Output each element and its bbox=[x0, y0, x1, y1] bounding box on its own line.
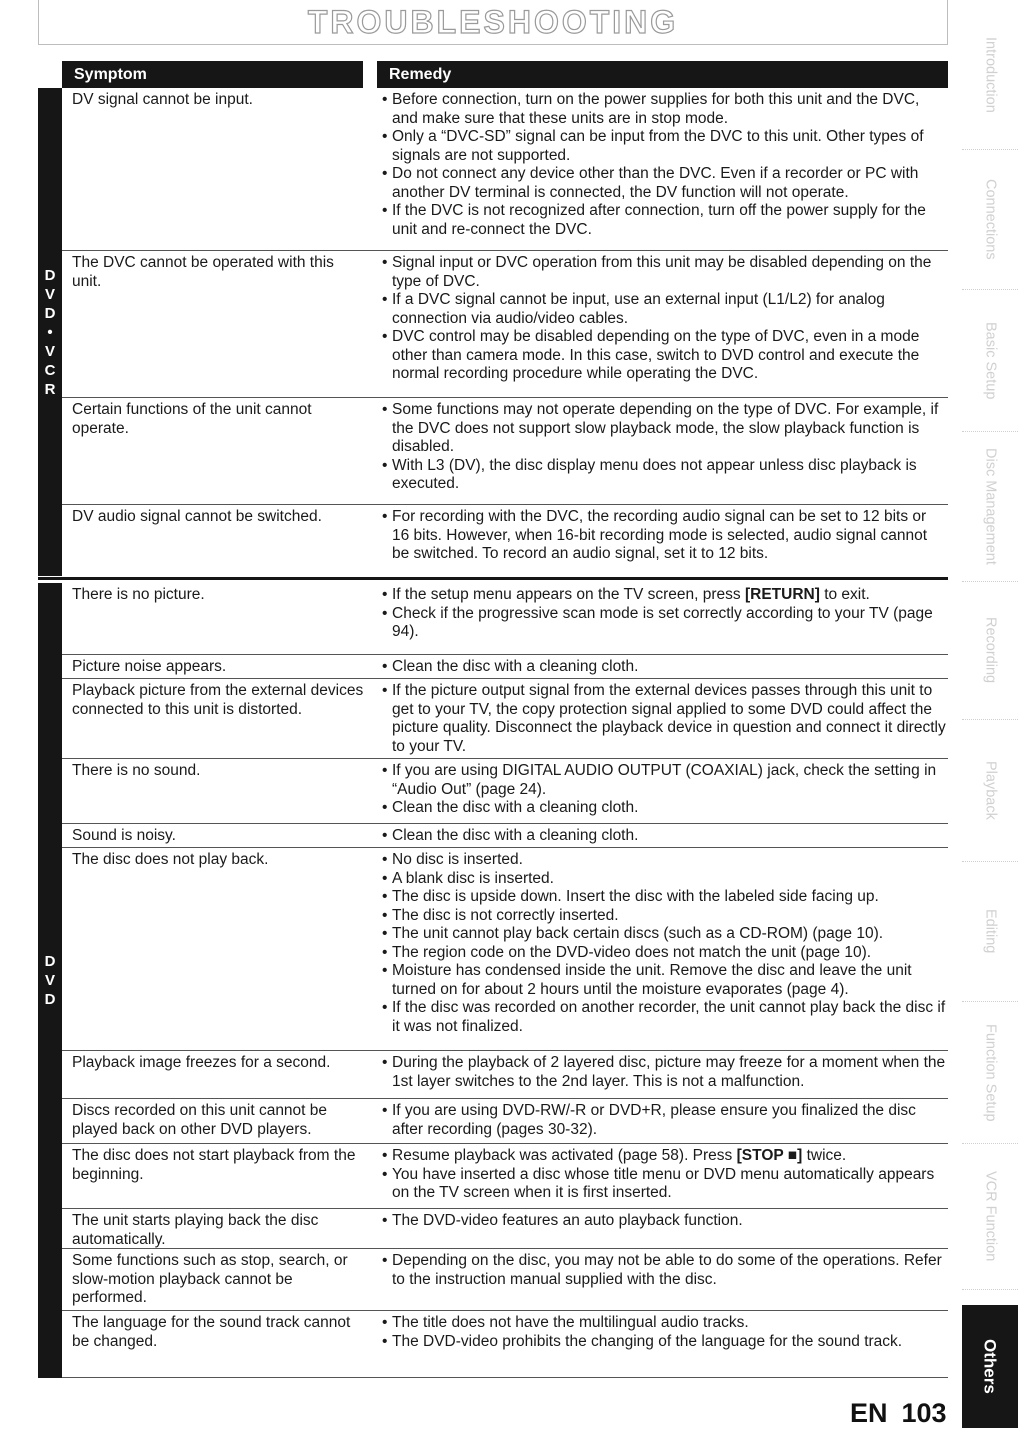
remedy-list bbox=[382, 1252, 947, 1289]
table-row bbox=[62, 655, 948, 679]
symptom-text: Picture noise appears. bbox=[72, 658, 227, 675]
remedy-item: • If the setup menu appears on the TV screen, press [RETURN] to exit. bbox=[382, 586, 947, 605]
remedy-list bbox=[382, 658, 947, 677]
remedy-item: • With L3 (DV), the disc display menu does not appear unless disc playback is executed. bbox=[382, 457, 947, 494]
section-label-char: R bbox=[44, 380, 56, 398]
remedy-item: • Some functions may not operate depending on the type of DVC. For example, if the DVC does not support slow playback mode, the slow playback function is disabled. bbox=[382, 401, 947, 457]
side-tab-label: Disc Management bbox=[982, 448, 999, 565]
remedy-list bbox=[382, 254, 947, 384]
remedy-item: • Clean the disc with a cleaning cloth. bbox=[382, 827, 947, 846]
remedy-item: • Depending on the disc, you may not be able to do some of the operations. Refer to the instruction manual supplied with the disc. bbox=[382, 1252, 947, 1289]
remedy-item: • The DVD-video prohibits the changing of the language for the sound track. bbox=[382, 1333, 947, 1352]
table-row bbox=[62, 583, 948, 655]
symptom-text: Discs recorded on this unit cannot be played back on other DVD players. bbox=[72, 1102, 328, 1138]
remedy-list bbox=[382, 827, 947, 846]
remedy-item: • If a DVC signal cannot be input, use an external input (L1/L2) for analog connection via audio/video cables. bbox=[382, 291, 947, 328]
remedy-list bbox=[382, 851, 947, 1036]
side-tab-disc-management[interactable] bbox=[962, 432, 1018, 582]
side-tab-connections[interactable] bbox=[962, 150, 1018, 290]
remedy-item: • Do not connect any device other than the DVC. Even if a recorder or PC with another DV terminal is connected, the DV function will not operate. bbox=[382, 165, 947, 202]
section-divider bbox=[38, 577, 948, 580]
table-row bbox=[62, 679, 948, 759]
remedy-item: • The disc is upside down. Insert the disc with the labeled side facing up. bbox=[382, 888, 947, 907]
table-row bbox=[62, 505, 948, 576]
table-row bbox=[62, 1249, 948, 1311]
side-tab-label: Connections bbox=[982, 179, 999, 260]
remedy-item: • Clean the disc with a cleaning cloth. bbox=[382, 799, 947, 818]
remedy-item: • DVC control may be disabled depending on the type of DVC, even in a mode other than camera mode. In this case, switch to DVD control and execute the normal recording procedure while operating the DVC. bbox=[382, 328, 947, 384]
section-label-char: D bbox=[44, 953, 56, 970]
section-label-char: C bbox=[44, 361, 56, 379]
remedy-item: • During the playback of 2 layered disc, picture may freeze for a moment when the 1st layer switches to the 2nd layer. This is not a malfunction. bbox=[382, 1054, 947, 1091]
remedy-list bbox=[382, 762, 947, 818]
side-tab-recording[interactable] bbox=[962, 582, 1018, 720]
table-row bbox=[62, 759, 948, 824]
table-row bbox=[62, 1144, 948, 1209]
header-frame bbox=[38, 0, 948, 45]
section-label-char: • bbox=[47, 323, 53, 341]
remedy-item: • The title does not have the multilingual audio tracks. bbox=[382, 1314, 947, 1333]
side-tab-label: Playback bbox=[982, 761, 999, 820]
symptom-text: The disc does not play back. bbox=[72, 851, 269, 868]
symptom-text: Some functions such as stop, search, or slow-motion playback cannot be performed. bbox=[72, 1252, 348, 1306]
remedy-list bbox=[382, 1314, 947, 1351]
key-label: [RETURN] bbox=[744, 586, 820, 603]
remedy-list bbox=[382, 1147, 947, 1203]
remedy-item: • If the disc was recorded on another recorder, the unit cannot play back the disc if it was not finalized. bbox=[382, 999, 947, 1036]
remedy-item: • If the DVC is not recognized after connection, turn off the power supply for the unit and re-connect the DVC. bbox=[382, 202, 947, 239]
remedy-item: • The disc is not correctly inserted. bbox=[382, 907, 947, 926]
section-label-char: V bbox=[44, 972, 55, 989]
section-label-char: V bbox=[44, 342, 55, 360]
remedy-column-header: Remedy bbox=[377, 61, 948, 88]
symptom-text: The unit starts playing back the disc automatically. bbox=[72, 1212, 319, 1248]
section-label-char: V bbox=[44, 285, 55, 303]
table-row bbox=[62, 251, 948, 398]
remedy-item: • If you are using DIGITAL AUDIO OUTPUT (COAXIAL) jack, check the setting in “Audio Out” (page 24). bbox=[382, 762, 947, 799]
symptom-text: Certain functions of the unit cannot operate. bbox=[72, 401, 312, 437]
section-label-char: D bbox=[44, 266, 56, 284]
remedy-item: • No disc is inserted. bbox=[382, 851, 947, 870]
side-tab-label: Others bbox=[980, 1339, 1000, 1394]
remedy-list bbox=[382, 586, 947, 642]
symptom-text: DV signal cannot be input. bbox=[72, 91, 253, 108]
remedy-list bbox=[382, 682, 947, 756]
remedy-item: • A blank disc is inserted. bbox=[382, 870, 947, 889]
remedy-item: • You have inserted a disc whose title menu or DVD menu automatically appears on the TV screen when it is first inserted. bbox=[382, 1166, 947, 1203]
symptom-text: There is no sound. bbox=[72, 762, 201, 779]
remedy-item: • For recording with the DVC, the recording audio signal can be set to 12 bits or 16 bits. However, when 16-bit recording mode is selected, audio signal cannot be switched. To record an audio signal, set it to 12 bits. bbox=[382, 508, 947, 564]
remedy-list bbox=[382, 91, 947, 239]
side-tab-playback[interactable] bbox=[962, 720, 1018, 862]
remedy-list bbox=[382, 1054, 947, 1091]
remedy-item: • The region code on the DVD-video does not match the unit (page 10). bbox=[382, 944, 947, 963]
remedy-list bbox=[382, 1212, 947, 1231]
section-label-bar bbox=[38, 583, 62, 1378]
side-tab-label: Basic Setup bbox=[982, 321, 999, 400]
side-tab-label: VCR Function bbox=[982, 1171, 999, 1262]
page-number: 103 bbox=[901, 1398, 947, 1428]
remedy-item: • Before connection, turn on the power supplies for both this unit and the DVC, and make sure that these units are in stop mode. bbox=[382, 91, 947, 128]
remedy-list bbox=[382, 508, 947, 564]
symptom-text: The disc does not start playback from the beginning. bbox=[72, 1147, 356, 1183]
side-tab-editing[interactable] bbox=[962, 862, 1018, 1002]
remedy-list bbox=[382, 1102, 947, 1139]
symptom-text: Playback image freezes for a second. bbox=[72, 1054, 331, 1071]
table-row bbox=[62, 398, 948, 505]
side-tab-label: Introduction bbox=[982, 36, 999, 113]
side-tab-basic-setup[interactable] bbox=[962, 290, 1018, 432]
table-row bbox=[62, 848, 948, 1051]
remedy-item: • The unit cannot play back certain discs (such as a CD-ROM) (page 10). bbox=[382, 925, 947, 944]
remedy-item: • If the picture output signal from the external devices passes through this unit to get to your TV, the copy protection signal applied to some DVD could affect the picture quality. Disconnect the playback device in question and connect it directly to your TV. bbox=[382, 682, 947, 756]
symptom-column-header: Symptom bbox=[62, 61, 363, 88]
remedy-item: • Check if the progressive scan mode is set correctly according to your TV (page 94). bbox=[382, 605, 947, 642]
remedy-item: • Signal input or DVC operation from this unit may be disabled depending on the type of DVC. bbox=[382, 254, 947, 291]
table-row bbox=[62, 88, 948, 251]
side-tab-function-setup[interactable] bbox=[962, 1002, 1018, 1144]
remedy-item: • Resume playback was activated (page 58). Press [STOP ■] twice. bbox=[382, 1147, 947, 1166]
remedy-item: • The DVD-video features an auto playback function. bbox=[382, 1212, 947, 1231]
section-label-char: D bbox=[44, 304, 56, 322]
side-tab-label: Function Setup bbox=[982, 1023, 999, 1122]
side-tab-label: Editing bbox=[982, 909, 999, 954]
table-row bbox=[62, 824, 948, 848]
side-tab-others[interactable] bbox=[962, 1305, 1018, 1428]
remedy-item: • Only a “DVC-SD” signal can be input from the DVC to this unit. Other types of signals are not supported. bbox=[382, 128, 947, 165]
remedy-list bbox=[382, 401, 947, 494]
section-label-bar bbox=[38, 88, 62, 576]
page-footer bbox=[850, 1398, 947, 1429]
section-label-char: D bbox=[44, 991, 56, 1008]
page-title: TROUBLESHOOTING bbox=[307, 4, 679, 40]
symptom-text: DV audio signal cannot be switched. bbox=[72, 508, 322, 525]
table-row bbox=[62, 1099, 948, 1144]
symptom-text: There is no picture. bbox=[72, 586, 205, 603]
symptom-text: Sound is noisy. bbox=[72, 827, 176, 844]
table-row bbox=[62, 1209, 948, 1249]
key-label: [STOP ■] bbox=[736, 1147, 803, 1164]
language-code: EN bbox=[850, 1398, 888, 1428]
table-row bbox=[62, 1311, 948, 1378]
side-tab-label: Recording bbox=[982, 617, 999, 684]
remedy-item: • If you are using DVD-RW/-R or DVD+R, please ensure you finalized the disc after recording (pages 30-32). bbox=[382, 1102, 947, 1139]
symptom-text: The language for the sound track cannot be changed. bbox=[72, 1314, 351, 1350]
side-tab-introduction[interactable] bbox=[962, 0, 1018, 150]
table-row bbox=[62, 1051, 948, 1099]
symptom-text: The DVC cannot be operated with this unit. bbox=[72, 254, 334, 290]
symptom-text: Playback picture from the external devices connected to this unit is distorted. bbox=[72, 682, 364, 718]
remedy-item: • Clean the disc with a cleaning cloth. bbox=[382, 658, 947, 677]
remedy-item: • Moisture has condensed inside the unit. Remove the disc and leave the unit turned on for about 2 hours until the moisture evaporates (page 4). bbox=[382, 962, 947, 999]
side-tab-vcr-function[interactable] bbox=[962, 1144, 1018, 1290]
